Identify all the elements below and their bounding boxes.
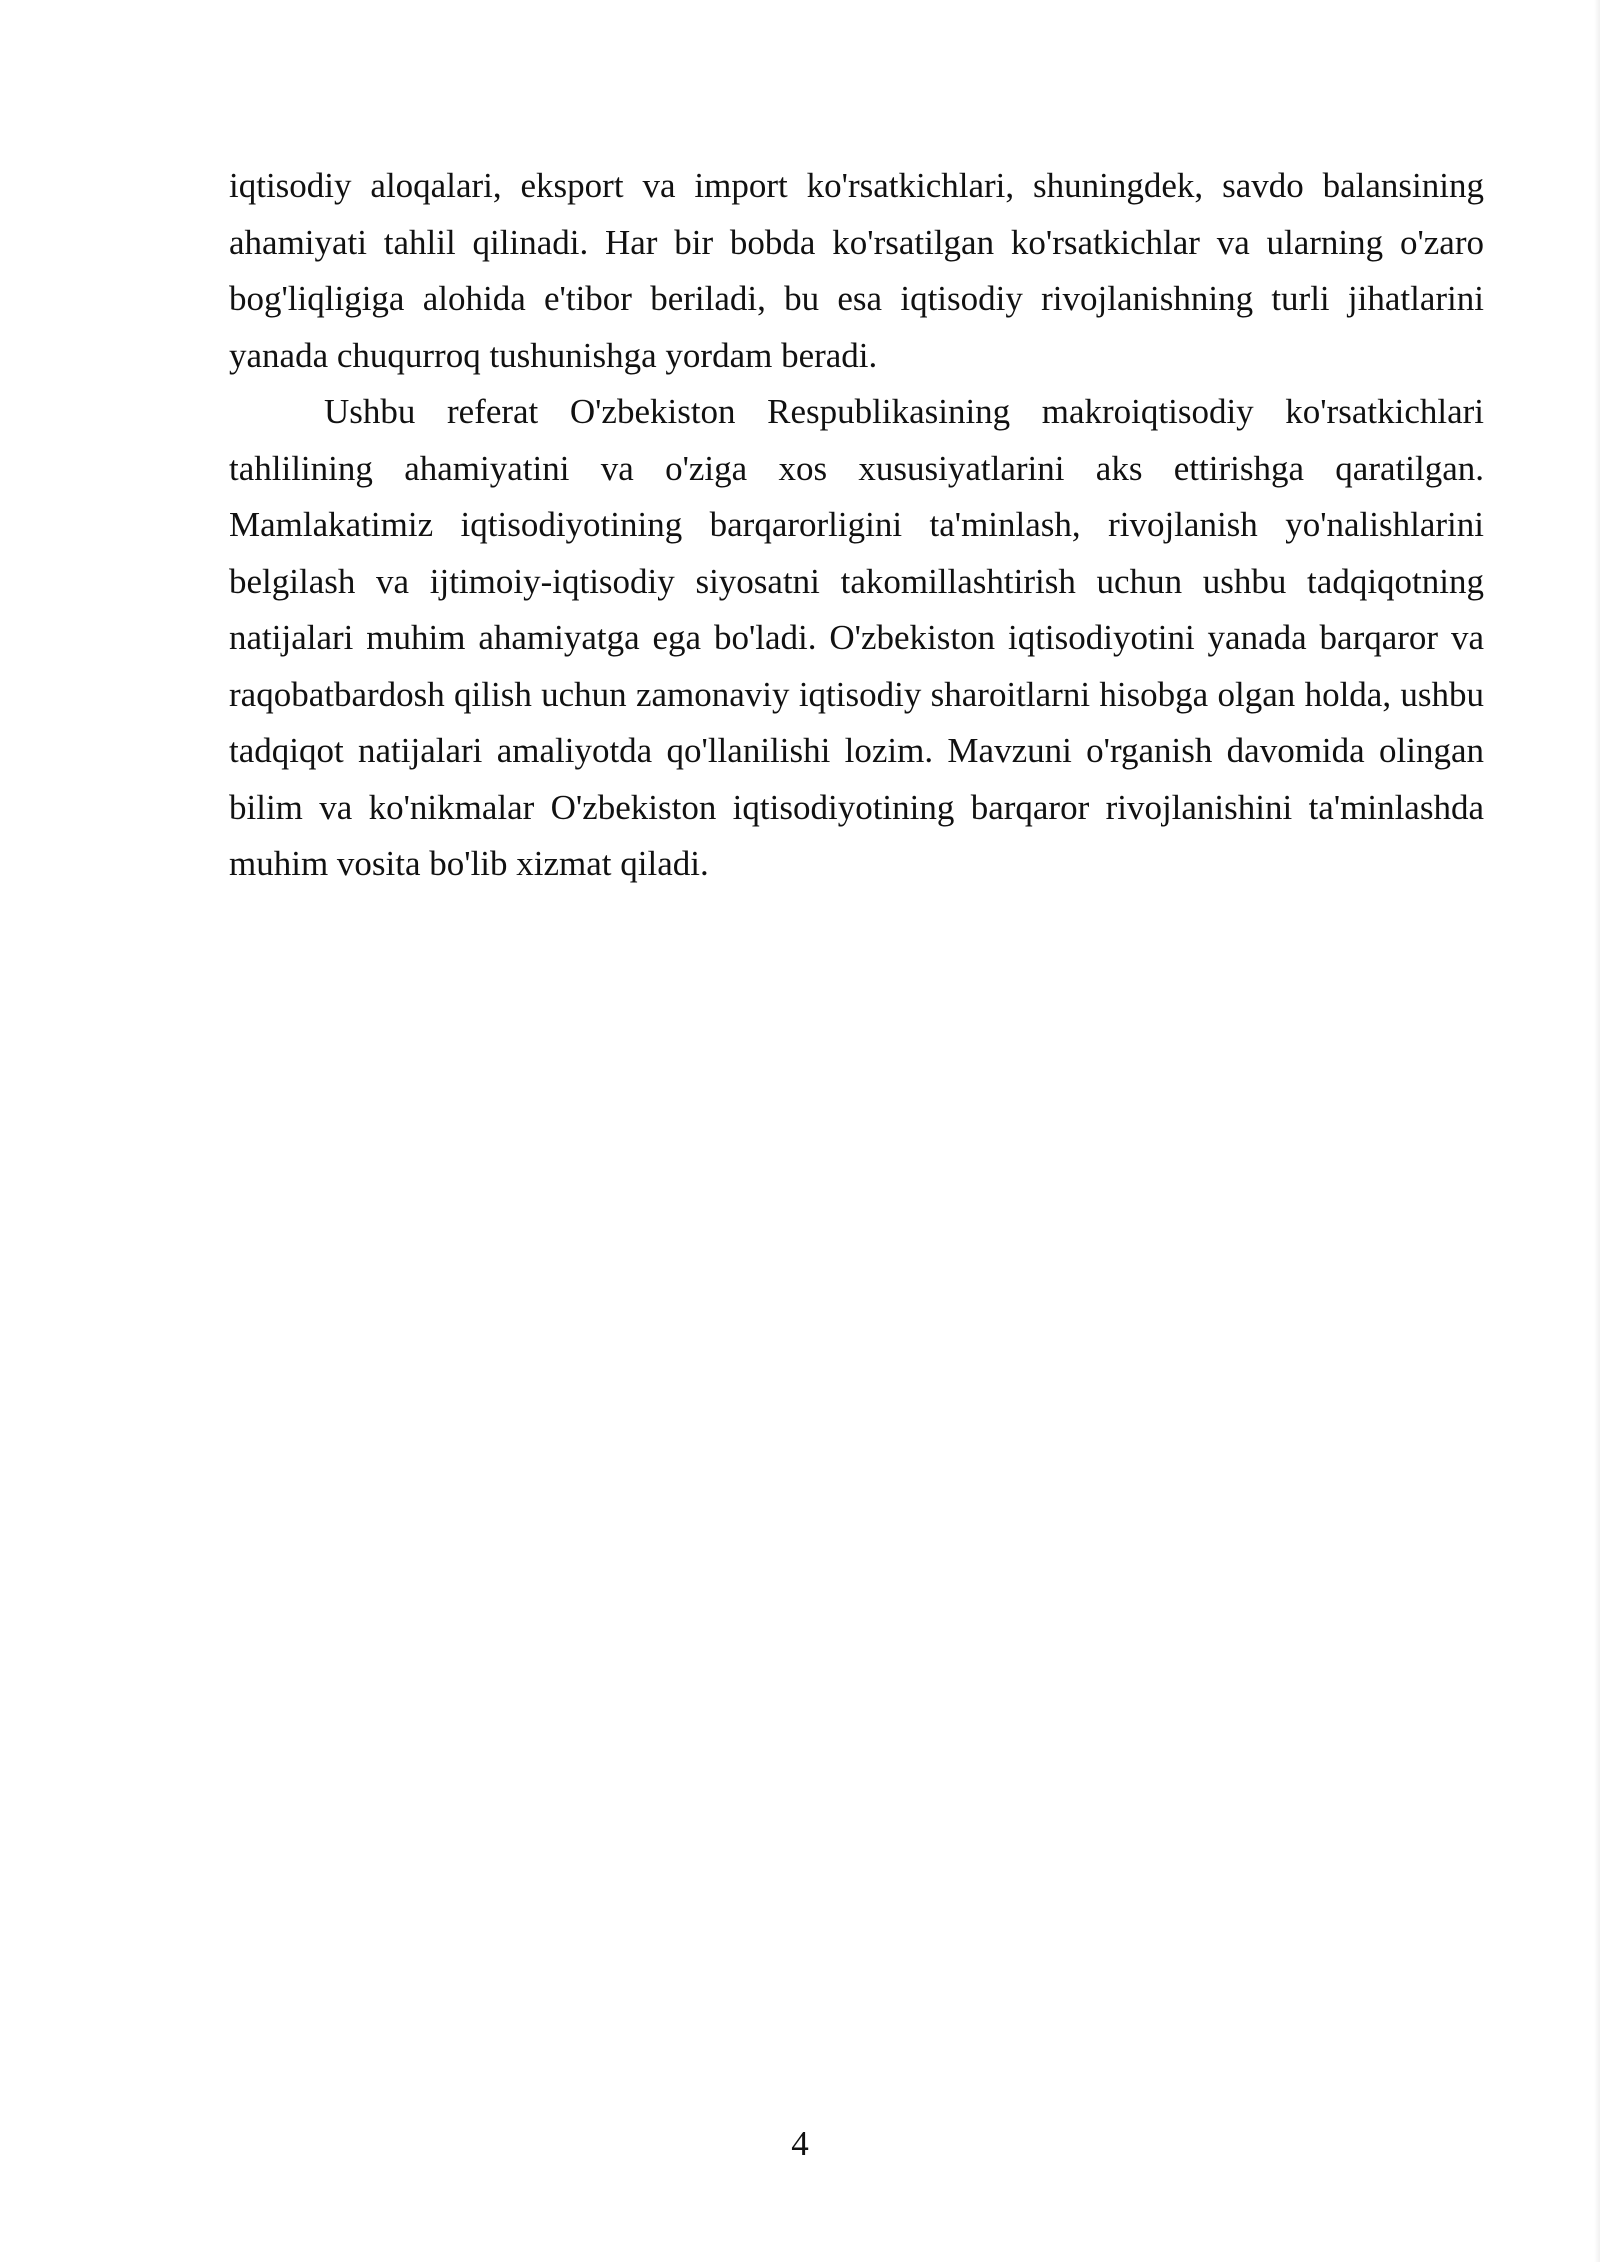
page-number: 4 (791, 2124, 809, 2163)
paragraph-summary: Ushbu referat O'zbekiston Respublikasining makroiqtisodiy ko'rsatkichlari tahlilining ahamiyatini va o'ziga xos xususiyatlarini aks ettirishga qaratilgan. Mamlakatimiz iqtisodiyotining barqarorligini ta'minlash, rivojlanish yo'nalishlarini belgilash va ijtimoiy-iqtisodiy siyosatni takomillashtirish uchun ushbu tadqiqotning natijalari muhim ahamiyatga ega bo'ladi. O'zbekiston iqtisodiyotini yanada barqaror va raqobatbardosh qilish uchun zamonaviy iqtisodiy sharoitlarni hisobga olgan holda, ushbu tadqiqot natijalari amaliyotda qo'llanilishi lozim. Mavzuni o'rganish davomida olingan bilim va ko'nikmalar O'zbekiston iqtisodiyotining barqaror rivojlanishini ta'minlashda muhim vosita bo'lib xizmat qiladi. (229, 392, 1484, 883)
paragraph-continuation: iqtisodiy aloqalari, eksport va import ko'rsatkichlari, shuningdek, savdo balansining ahamiyati tahlil qilinadi. Har bir bobda ko'rsatilgan ko'rsatkichlar va ularning o'zaro bog'liqligiga alohida e'tibor beriladi, bu esa iqtisodiy rivojlanishning turli jihatlarini yanada chuqurroq tushunishga yordam beradi. (229, 166, 1484, 375)
body-text (229, 158, 1484, 893)
page-edge-shadow (1594, 0, 1600, 2262)
